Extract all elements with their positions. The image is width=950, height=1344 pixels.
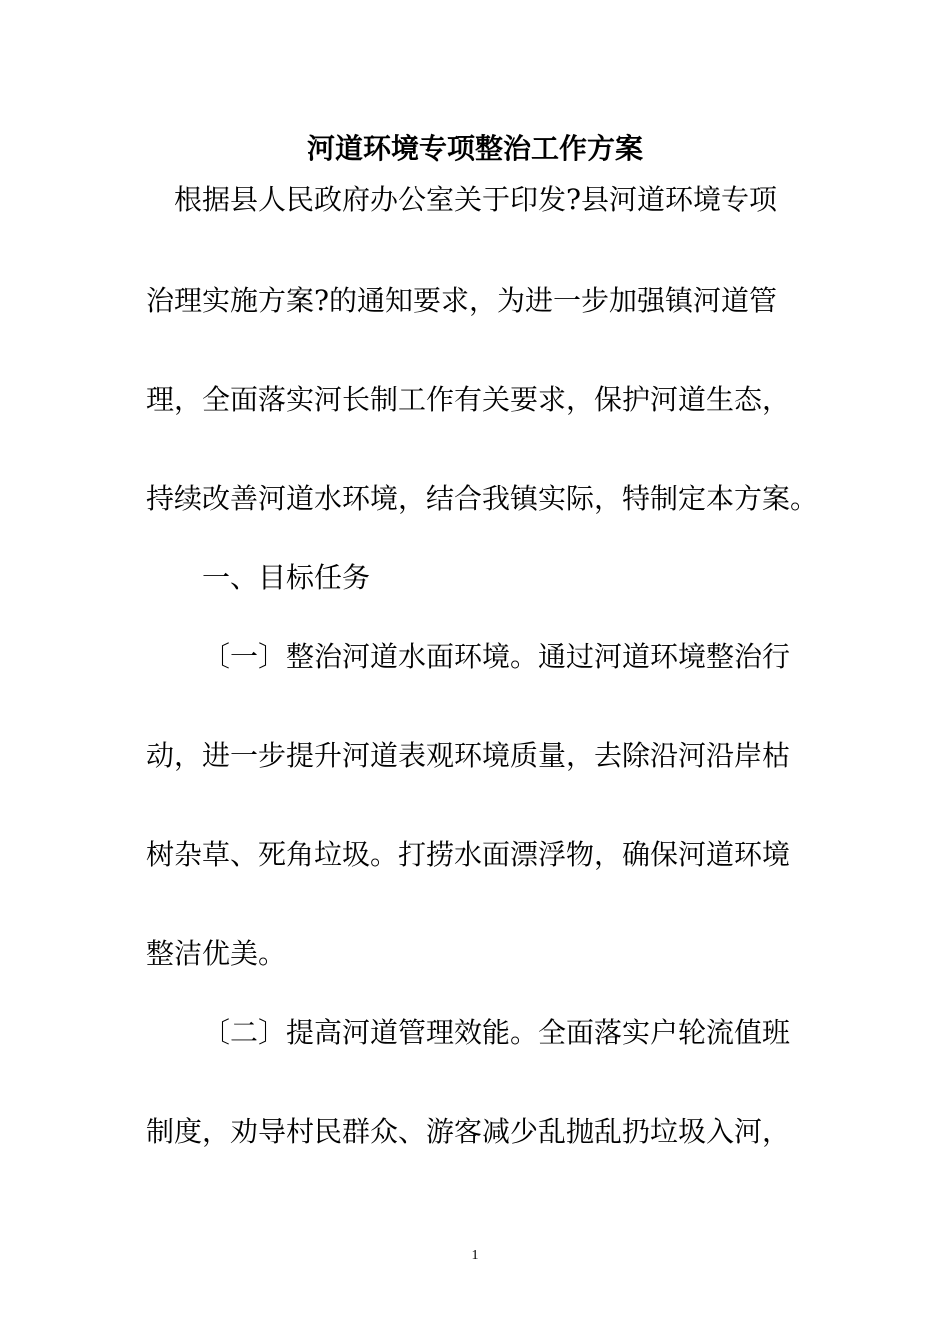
paragraph-line-3: 理，全面落实河长制工作有关要求，保护河道生态， <box>146 383 791 416</box>
page-number: 1 <box>471 1248 479 1263</box>
paragraph-line-5: 〔一〕整治河道水面环境。通过河道环境整治行 <box>202 640 791 673</box>
paragraph-line-9: 〔二〕提高河道管理效能。全面落实户轮流值班 <box>202 1016 791 1049</box>
paragraph-line-8: 整洁优美。 <box>146 937 287 970</box>
paragraph-line-1: 根据县人民政府办公室关于印发?县河道环境专项 <box>174 183 778 216</box>
paragraph-line-6: 动，进一步提升河道表观环境质量，去除沿河沿岸枯 <box>146 739 791 772</box>
paragraph-line-2: 治理实施方案?的通知要求，为进一步加强镇河道管 <box>146 284 778 317</box>
document-title: 河道环境专项整治工作方案 <box>306 132 643 165</box>
paragraph-line-7: 树杂草、死角垃圾。打捞水面漂浮物，确保河道环境 <box>146 838 791 871</box>
paragraph-line-4: 持续改善河道水环境，结合我镇实际，特制定本方案。 <box>146 482 819 515</box>
section-heading-objectives: 一、目标任务 <box>202 561 371 594</box>
paragraph-line-10: 制度，劝导村民群众、游客减少乱抛乱扔垃圾入河， <box>146 1115 791 1148</box>
